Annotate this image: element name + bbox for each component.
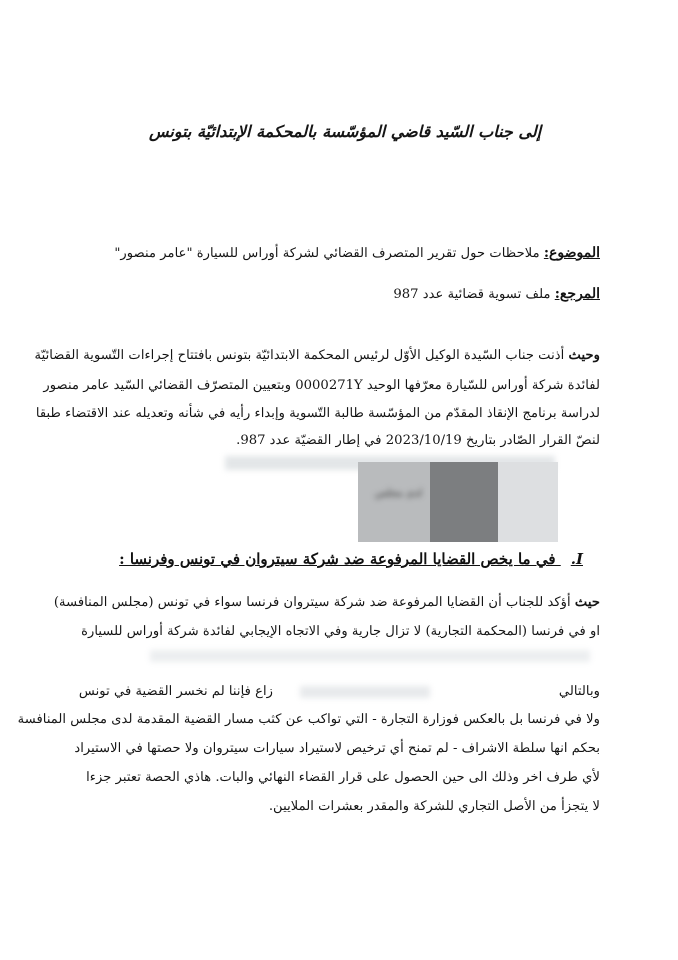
paragraph2-line3-mid: زاع فإننا لم نخسر القضية في تونس bbox=[78, 684, 273, 699]
paragraph2-line1-text: أؤكد للجناب أن القضايا المرفوعة ضد شركة سيتروان فرنسا سواء في تونس (مجلس المنافسة) bbox=[53, 595, 571, 610]
paragraph2-line3-right: وبالتالي bbox=[558, 684, 600, 699]
paragraph1-keyword: وحيث bbox=[568, 348, 600, 363]
paragraph2-line7: لا يتجزأ من الأصل التجاري للشركة والمقدر بعشرات الملايين. bbox=[268, 799, 600, 814]
section1-heading bbox=[119, 550, 583, 568]
redaction-inline bbox=[300, 686, 430, 698]
redaction-text: لدى مجلس bbox=[374, 488, 422, 499]
redaction-block-dark bbox=[430, 462, 498, 542]
reference-label: المرجع: bbox=[554, 286, 600, 302]
subject-label: الموضوع: bbox=[543, 245, 600, 261]
paragraph2-line4: ولا في فرنسا بل بالعكس فوزارة التجارة - التي تواكب عن كثب مسار القضية المقدمة لدى مجلس المنافسة bbox=[17, 712, 600, 727]
reference-line bbox=[78, 285, 600, 304]
redaction-line bbox=[150, 650, 590, 662]
paragraph1-line2: لفائدة شركة أوراس للسّيارة معرّفها الوحيد 0000271Y وبتعيين المتصرّف القضائي السّيد عامر منصور bbox=[43, 378, 600, 393]
paragraph2-line2: او في فرنسا (المحكمة التجارية) لا تزال جارية وفي الاتجاه الإيجابي لفائدة شركة أوراس للسيارة bbox=[81, 624, 600, 639]
paragraph1-line1-text: أذنت جناب السّيدة الوكيل الأوّل لرئيس المحكمة الابتدائيّة بتونس بافتتاح إجراءات التّسوية القضائيّة bbox=[34, 348, 565, 363]
paragraph2-line6: لأي طرف اخر وذلك الى حين الحصول على قرار القضاء النهائي والبات. هاذي الحصة تعتبر جزءا bbox=[86, 770, 600, 785]
subject-line bbox=[78, 244, 600, 263]
section1-title: في ما يخص القضايا المرفوعة ضد شركة سيتروان في تونس وفرنسا : bbox=[119, 550, 556, 568]
paragraph2-line5: بحكم انها سلطة الاشراف - لم تمنح أي ترخيص لاستيراد سيارات سيتروان ولا حصتها في الاستيراد bbox=[74, 741, 600, 756]
paragraph1-line1 bbox=[34, 347, 600, 365]
paragraph1-line4: لنصّ القرار الصّادر بتاريخ 2023/10/19 في إطار القضيّة عدد 987. bbox=[236, 433, 600, 448]
paragraph1-line3: لدراسة برنامج الإنقاذ المقدّم من المؤسّسة طالبة التّسوية وإبداء رأيه في شأنه وتعديله عند الاقتضاء طبقا bbox=[35, 406, 600, 421]
redaction-block-light bbox=[498, 462, 558, 542]
paragraph2-line1 bbox=[53, 594, 600, 612]
subject-text: ملاحظات حول تقرير المتصرف القضائي لشركة أوراس للسيارة "عامر منصور" bbox=[114, 246, 540, 261]
paragraph2-keyword: حيث bbox=[574, 595, 600, 610]
section1-number: I. bbox=[570, 550, 583, 568]
reference-text: ملف تسوية قضائية عدد 987 bbox=[393, 287, 551, 302]
addressee-heading: إلى جناب السّيد قاضي المؤسّسة بالمحكمة الإبتدائيّة بتونس bbox=[148, 122, 542, 141]
